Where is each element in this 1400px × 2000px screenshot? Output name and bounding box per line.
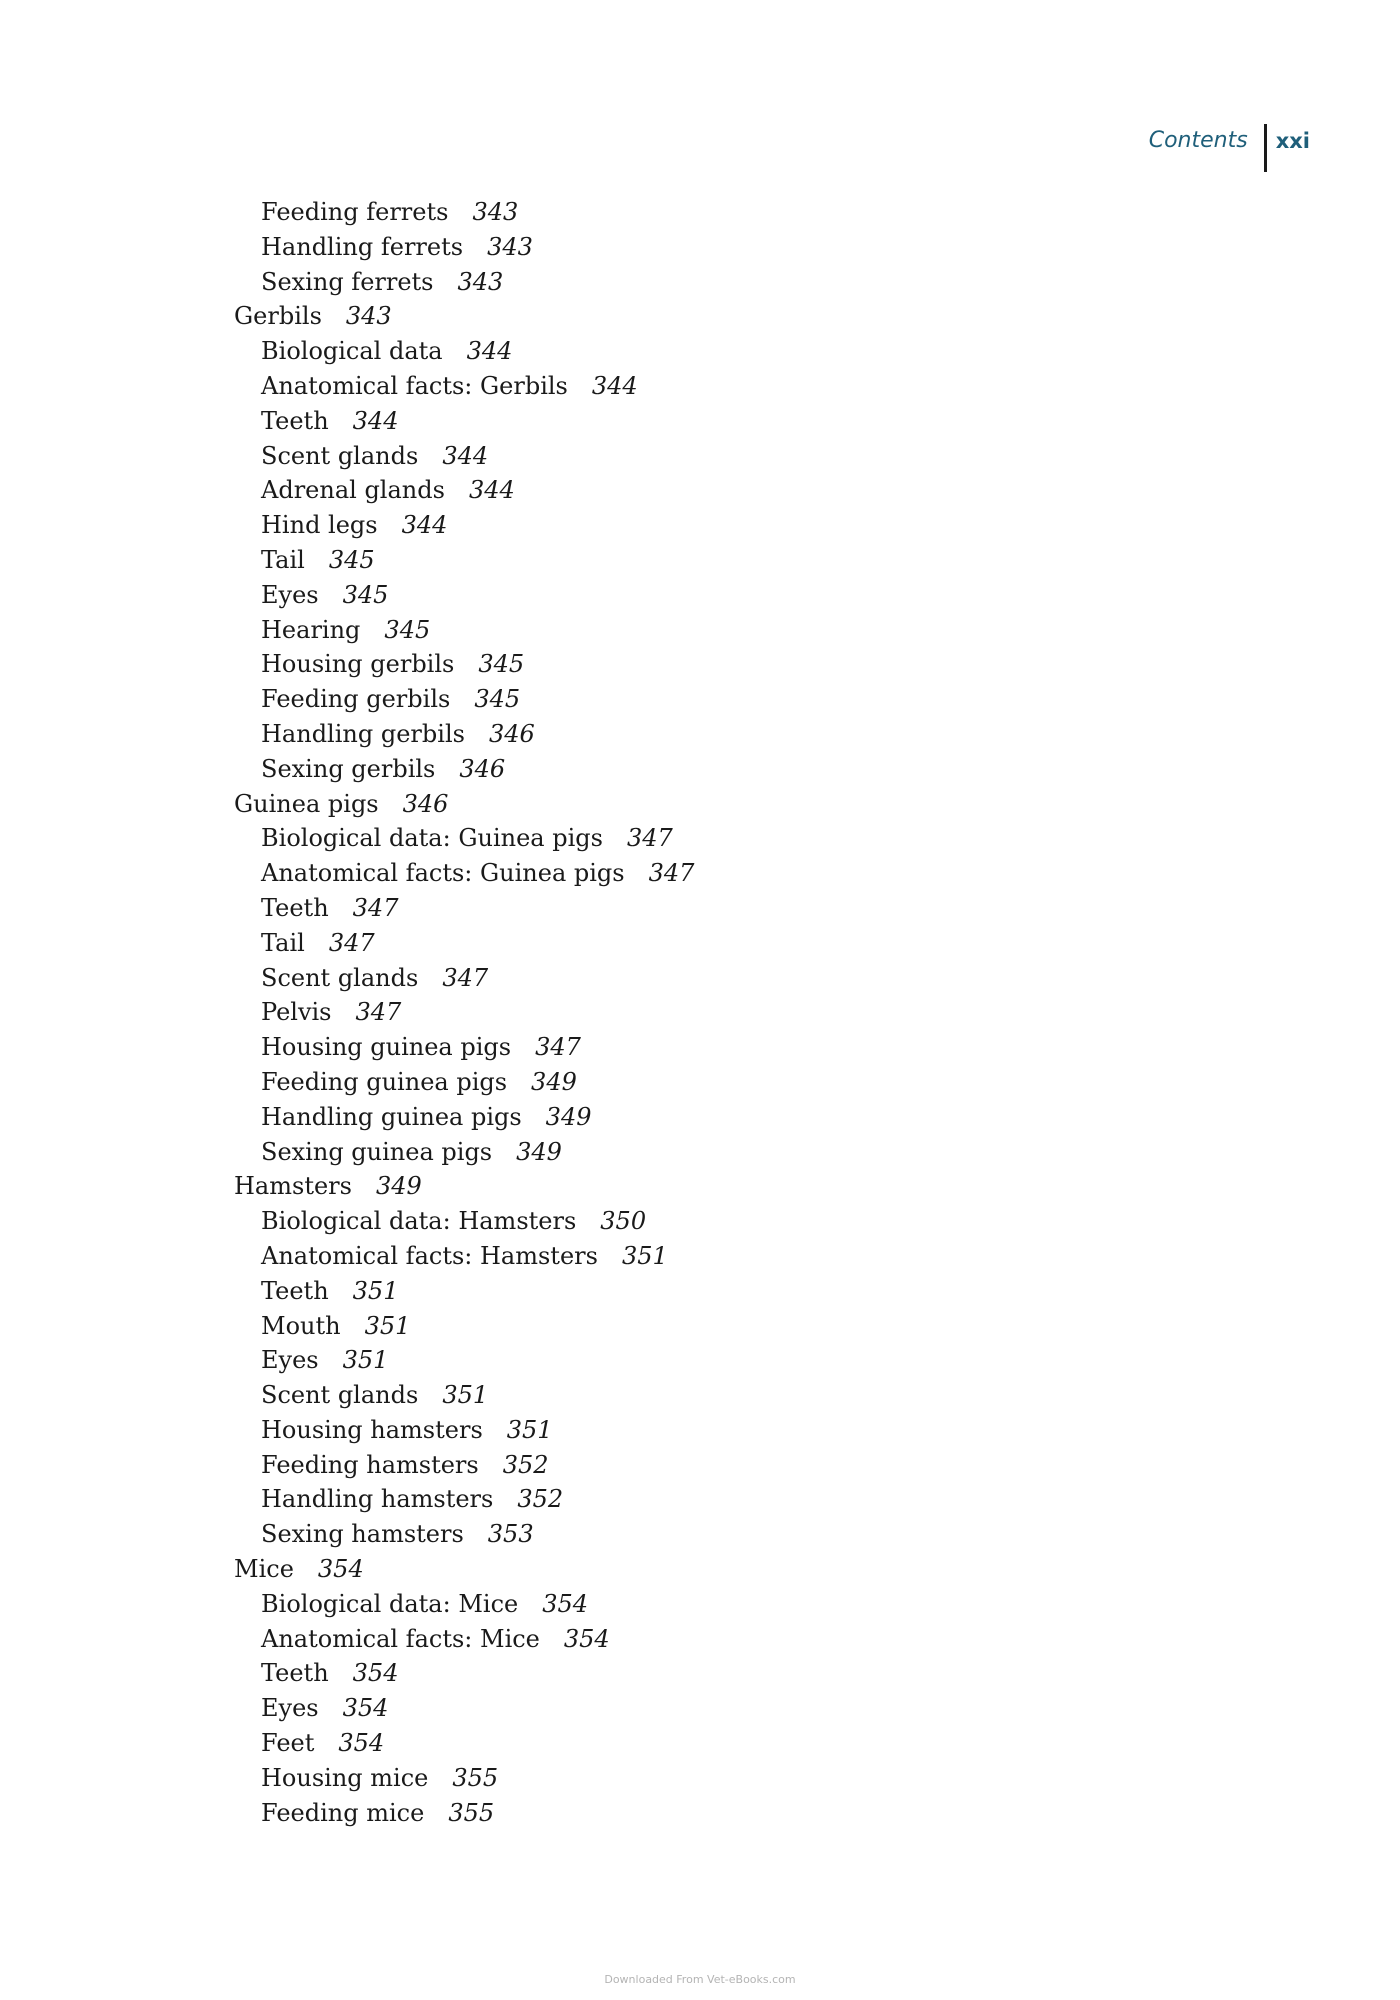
toc-entry-page: 345 [384, 615, 431, 644]
toc-subsection-entry [234, 1135, 694, 1170]
toc-entry-title: Teeth [261, 893, 329, 922]
toc-entry-page: 355 [448, 1798, 495, 1827]
toc-subsection-entry [234, 1413, 694, 1448]
toc-entry-page: 355 [452, 1763, 499, 1792]
toc-subsection-entry [234, 1239, 694, 1274]
toc-entry-title: Biological data: Mice [261, 1589, 519, 1618]
toc-subsection-entry [234, 473, 694, 508]
running-head-title: Contents [1148, 128, 1248, 153]
toc-subsection-entry [234, 821, 694, 856]
toc-entry-title: Eyes [261, 580, 319, 609]
toc-entry-title: Feeding ferrets [261, 198, 449, 226]
toc-entry-title: Biological data [261, 337, 443, 366]
toc-entry-page: 344 [591, 371, 638, 400]
toc-entry-page: 352 [517, 1485, 564, 1514]
toc-entry-title: Mice [234, 1555, 294, 1584]
toc-section-entry [234, 787, 694, 822]
toc-subsection-entry [234, 195, 694, 230]
toc-entry-page: 351 [506, 1415, 553, 1444]
toc-entry-title: Feeding gerbils [261, 685, 451, 714]
toc-entry-title: Anatomical facts: Mice [261, 1624, 540, 1653]
toc-entry-page: 343 [457, 267, 504, 296]
toc-entry-page: 344 [442, 441, 489, 470]
toc-subsection-entry [234, 230, 694, 265]
toc-entry-title: Pelvis [261, 998, 332, 1027]
toc-entry-title: Housing mice [261, 1763, 429, 1792]
toc-subsection-entry [234, 1030, 694, 1065]
toc-entry-page: 349 [516, 1137, 562, 1166]
toc-subsection-entry [234, 647, 694, 682]
toc-subsection-entry [234, 926, 694, 961]
toc-subsection-entry [234, 1726, 694, 1761]
toc-subsection-entry [234, 961, 694, 996]
toc-entry-page: 347 [328, 928, 375, 957]
toc-subsection-entry [234, 752, 694, 787]
toc-entry-title: Anatomical facts: Guinea pigs [261, 859, 625, 888]
toc-entry-page: 347 [535, 1033, 581, 1062]
toc-subsection-entry [234, 1065, 694, 1100]
toc-entry-page: 354 [563, 1624, 610, 1653]
toc-subsection-entry [234, 578, 694, 613]
toc-entry-page: 344 [468, 476, 515, 505]
toc-entry-page: 347 [442, 963, 489, 992]
toc-entry-page: 347 [648, 859, 695, 888]
toc-entry-page: 354 [352, 1659, 399, 1688]
running-head [1149, 124, 1310, 172]
toc-subsection-entry [234, 891, 694, 926]
toc-subsection-entry [234, 508, 694, 543]
toc-section-entry [234, 1169, 694, 1204]
toc-entry-title: Sexing hamsters [261, 1520, 464, 1549]
toc-entry-page: 345 [478, 650, 525, 679]
table-of-contents [234, 195, 694, 1830]
toc-subsection-entry [234, 1587, 694, 1622]
toc-entry-title: Teeth [261, 1659, 329, 1688]
toc-entry-page: 343 [345, 302, 392, 331]
toc-entry-title: Anatomical facts: Gerbils [261, 371, 568, 400]
toc-entry-title: Sexing gerbils [261, 754, 436, 783]
toc-entry-page: 343 [487, 232, 533, 261]
toc-entry-title: Handling ferrets [261, 232, 464, 261]
toc-entry-title: Feeding hamsters [261, 1450, 479, 1479]
toc-subsection-entry [234, 1100, 694, 1135]
toc-entry-page: 349 [545, 1102, 592, 1131]
toc-entry-page: 354 [342, 1694, 389, 1723]
toc-entry-title: Gerbils [234, 302, 322, 331]
toc-entry-title: Tail [261, 928, 305, 957]
toc-subsection-entry [234, 1378, 694, 1413]
toc-entry-title: Housing hamsters [261, 1415, 483, 1444]
toc-entry-title: Sexing guinea pigs [261, 1137, 493, 1166]
toc-entry-page: 351 [342, 1346, 389, 1375]
toc-entry-page: 353 [487, 1520, 534, 1549]
toc-subsection-entry [234, 1309, 694, 1344]
toc-subsection-entry [234, 1482, 694, 1517]
toc-entry-page: 354 [542, 1589, 589, 1618]
toc-subsection-entry [234, 334, 694, 369]
toc-entry-title: Handling hamsters [261, 1485, 494, 1514]
toc-entry-page: 349 [375, 1172, 422, 1201]
toc-entry-page: 347 [352, 893, 399, 922]
toc-subsection-entry [234, 1622, 694, 1657]
toc-subsection-entry [234, 613, 694, 648]
toc-entry-title: Biological data: Hamsters [261, 1207, 577, 1236]
toc-entry-title: Scent glands [261, 1381, 419, 1410]
toc-entry-title: Anatomical facts: Hamsters [261, 1241, 598, 1270]
toc-entry-page: 347 [626, 824, 673, 853]
toc-subsection-entry [234, 369, 694, 404]
toc-entry-page: 344 [352, 406, 399, 435]
toc-entry-page: 351 [621, 1241, 668, 1270]
toc-entry-page: 344 [466, 337, 513, 366]
toc-entry-title: Feeding mice [261, 1798, 425, 1827]
toc-subsection-entry [234, 1204, 694, 1239]
toc-entry-title: Tail [261, 545, 305, 574]
toc-entry-title: Housing gerbils [261, 650, 455, 679]
toc-subsection-entry [234, 1656, 694, 1691]
toc-entry-title: Mouth [261, 1311, 341, 1340]
toc-subsection-entry [234, 1691, 694, 1726]
toc-entry-title: Hind legs [261, 511, 378, 540]
toc-entry-title: Feeding guinea pigs [261, 1067, 508, 1096]
toc-entry-page: 343 [472, 198, 519, 226]
toc-subsection-entry [234, 1517, 694, 1552]
toc-entry-title: Guinea pigs [234, 789, 379, 818]
toc-entry-title: Biological data: Guinea pigs [261, 824, 603, 853]
page-number: xxi [1275, 129, 1310, 153]
toc-section-entry [234, 1552, 694, 1587]
toc-entry-page: 346 [459, 754, 506, 783]
toc-entry-title: Sexing ferrets [261, 267, 434, 296]
toc-subsection-entry [234, 404, 694, 439]
toc-entry-title: Teeth [261, 1276, 329, 1305]
toc-subsection-entry [234, 856, 694, 891]
toc-subsection-entry [234, 1274, 694, 1309]
toc-subsection-entry [234, 543, 694, 578]
toc-entry-title: Eyes [261, 1694, 319, 1723]
toc-entry-title: Scent glands [261, 963, 419, 992]
toc-entry-title: Teeth [261, 406, 329, 435]
toc-entry-title: Handling guinea pigs [261, 1102, 522, 1131]
toc-entry-page: 345 [342, 580, 389, 609]
toc-subsection-entry [234, 1343, 694, 1378]
toc-entry-title: Feet [261, 1729, 315, 1758]
toc-subsection-entry [234, 1796, 694, 1831]
toc-entry-title: Eyes [261, 1346, 319, 1375]
toc-entry-title: Hearing [261, 615, 361, 644]
toc-subsection-entry [234, 1448, 694, 1483]
toc-subsection-entry [234, 682, 694, 717]
toc-entry-title: Hamsters [234, 1172, 352, 1201]
toc-entry-page: 346 [402, 789, 449, 818]
toc-subsection-entry [234, 995, 694, 1030]
toc-entry-page: 349 [531, 1067, 577, 1096]
toc-entry-title: Housing guinea pigs [261, 1033, 512, 1062]
toc-entry-page: 344 [401, 511, 448, 540]
footer-watermark: Downloaded From Vet-eBooks.com [604, 1973, 796, 1986]
toc-entry-title: Scent glands [261, 441, 419, 470]
toc-entry-page: 354 [317, 1555, 364, 1584]
toc-entry-page: 354 [338, 1729, 385, 1758]
toc-section-entry [234, 299, 694, 334]
toc-entry-page: 351 [442, 1381, 489, 1410]
toc-entry-page: 350 [600, 1207, 647, 1236]
toc-entry-page: 351 [364, 1311, 411, 1340]
toc-entry-title: Adrenal glands [261, 476, 445, 505]
toc-subsection-entry [234, 717, 694, 752]
toc-entry-page: 351 [352, 1276, 399, 1305]
toc-subsection-entry [234, 265, 694, 300]
toc-subsection-entry [234, 439, 694, 474]
toc-entry-page: 347 [355, 998, 402, 1027]
toc-entry-title: Handling gerbils [261, 719, 465, 748]
toc-entry-page: 345 [474, 685, 521, 714]
toc-subsection-entry [234, 1761, 694, 1796]
toc-entry-page: 352 [502, 1450, 549, 1479]
toc-entry-page: 346 [488, 719, 535, 748]
toc-entry-page: 345 [328, 545, 375, 574]
